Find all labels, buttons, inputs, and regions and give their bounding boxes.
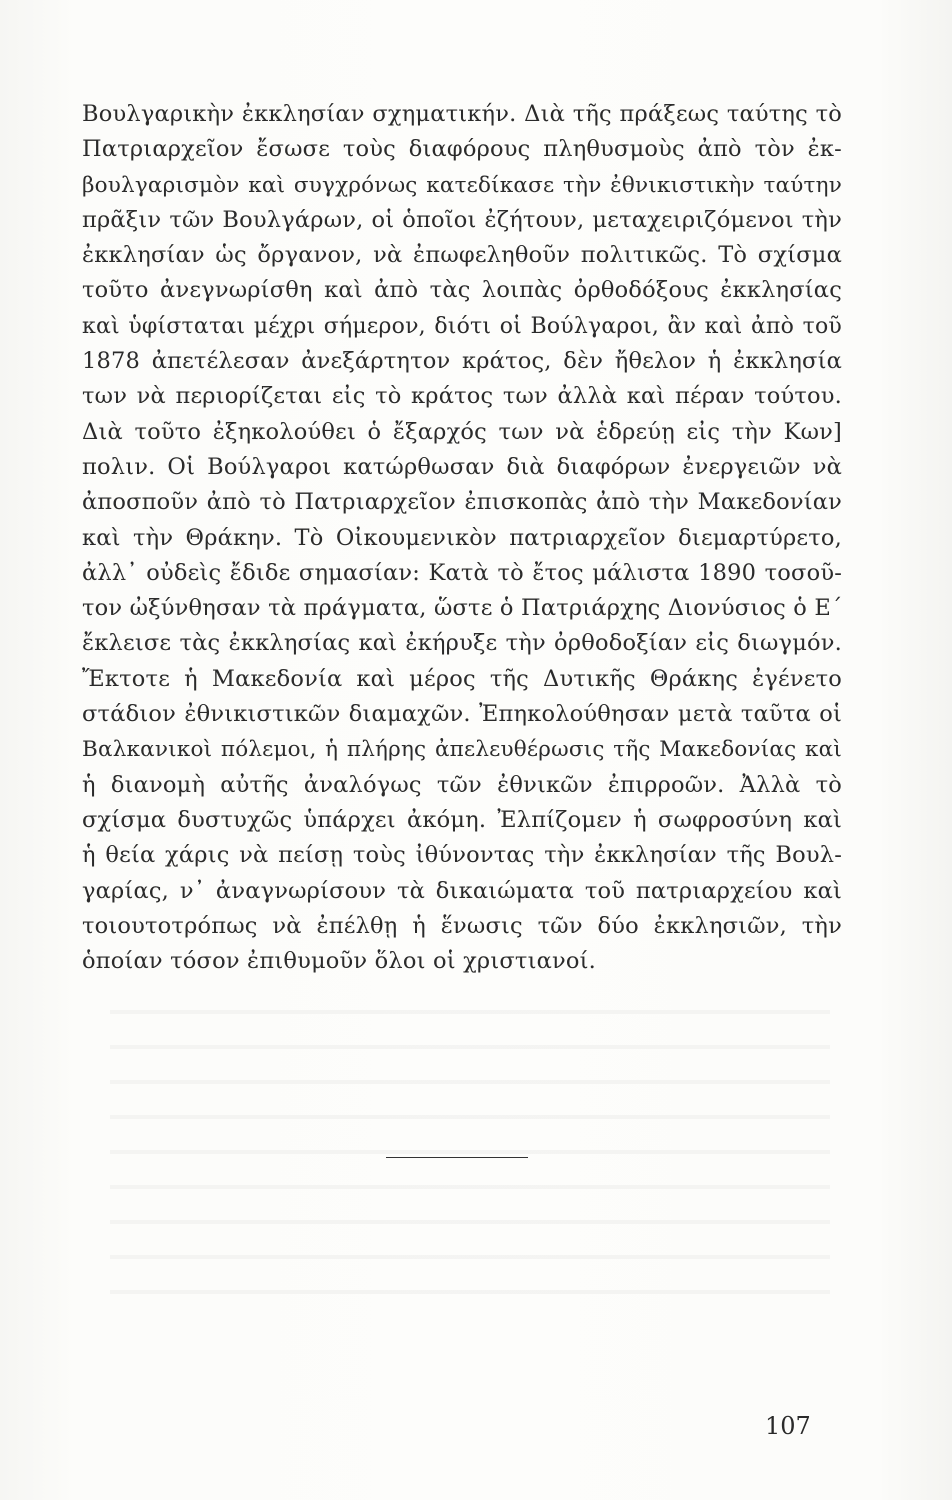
text-line: πρᾶξιν τῶν Βουλγάρων, οἱ ὁποῖοι ἐζήτουν, μεταχειριζόμενοι τὴν bbox=[82, 206, 842, 233]
text-line: των νὰ περιορίζεται εἰς τὸ κράτος των ἀλλὰ καὶ πέραν τούτου. bbox=[82, 383, 842, 410]
show-through-text bbox=[110, 990, 830, 1310]
text-line: ἀποσποῦν ἀπὸ τὸ Πατριαρχεῖον ἐπισκοπὰς ἀπὸ τὴν Μακεδονίαν bbox=[82, 489, 842, 516]
text-line: τον ὠξύνθησαν τὰ πράγματα, ὥστε ὁ Πατριάρχης Διονύσιος ὁ Ε΄ bbox=[82, 595, 843, 622]
text-line: καὶ τὴν Θράκην. Τὸ Οἰκουμενικὸν πατριαρχεῖον διεμαρτύρετο, bbox=[82, 524, 842, 551]
text-line: βουλγαρισμὸν καὶ συγχρόνως κατεδίκασε τὴν ἐθνικιστικὴν ταύτην bbox=[82, 172, 842, 198]
text-line: γαρίας, ν᾽ ἀναγνωρίσουν τὰ δικαιώματα τοῦ πατριαρχείου καὶ bbox=[82, 877, 842, 904]
text-line: τοῦτο ἀνεγνωρίσθη καὶ ἀπὸ τὰς λοιπὰς ὀρθοδόξους ἐκκλησίας bbox=[82, 277, 842, 304]
text-line: Ἔκτοτε ἡ Μακεδονία καὶ μέρος τῆς Δυτικῆς Θράκης ἐγένετο bbox=[82, 665, 842, 692]
text-line: 1878 ἀπετέλεσαν ἀνεξάρτητον κράτος, δὲν ἤθελον ἡ ἐκκλησία bbox=[82, 348, 842, 375]
text-line: Διὰ τοῦτο ἐξηκολούθει ὁ ἔξαρχός των νὰ ἑδρεύῃ εἰς τὴν Κων] bbox=[82, 418, 842, 445]
text-line: ἔκλεισε τὰς ἐκκλησίας καὶ ἐκήρυξε τὴν ὀρθοδοξίαν εἰς διωγμόν. bbox=[82, 630, 842, 657]
body-text bbox=[82, 97, 842, 979]
text-line: σχίσμα δυστυχῶς ὑπάρχει ἀκόμη. Ἐλπίζομεν ἡ σωφροσύνη καὶ bbox=[82, 806, 842, 833]
text-line: ὁποίαν τόσον ἐπιθυμοῦν ὅλοι οἱ χριστιανοί. bbox=[82, 948, 596, 975]
text-line: στάδιον ἐθνικιστικῶν διαμαχῶν. Ἐπηκολούθησαν μετὰ ταῦτα οἱ bbox=[82, 701, 842, 728]
text-line: Πατριαρχεῖον ἔσωσε τοὺς διαφόρους πληθυσμοὺς ἀπὸ τὸν ἐκ- bbox=[82, 136, 842, 163]
text-line: πολιν. Οἱ Βούλγαροι κατώρθωσαν διὰ διαφόρων ἐνεργειῶν νὰ bbox=[82, 453, 842, 480]
text-line: ἡ διανομὴ αὐτῆς ἀναλόγως τῶν ἐθνικῶν ἐπιρροῶν. Ἀλλὰ τὸ bbox=[82, 771, 842, 798]
text-line: Βαλκανικοὶ πόλεμοι, ἡ πλήρης ἀπελευθέρωσις τῆς Μακεδονίας καὶ bbox=[82, 737, 842, 763]
footnote-separator bbox=[386, 1157, 528, 1158]
text-line: Βουλγαρικὴν ἐκκλησίαν σχηματικήν. Διὰ τῆς πράξεως ταύτης τὸ bbox=[82, 101, 842, 127]
text-line: ἡ θεία χάρις νὰ πείσῃ τοὺς ἰθύνοντας τὴν ἐκκλησίαν τῆς Βουλ- bbox=[82, 842, 842, 869]
page-number: 107 bbox=[765, 1412, 811, 1440]
text-line: ἐκκλησίαν ὡς ὄργανον, νὰ ἐπωφεληθοῦν πολιτικῶς. Τὸ σχίσμα bbox=[82, 242, 842, 269]
text-line: τοιουτοτρόπως νὰ ἐπέλθῃ ἡ ἕνωσις τῶν δύο ἐκκλησιῶν, τὴν bbox=[82, 912, 842, 939]
text-line: καὶ ὑφίσταται μέχρι σήμερον, διότι οἱ Βούλγαροι, ἂν καὶ ἀπὸ τοῦ bbox=[82, 313, 842, 339]
text-line: ἀλλ᾽ οὐδεὶς ἔδιδε σημασίαν: Κατὰ τὸ ἔτος μάλιστα 1890 τοσοῦ- bbox=[82, 559, 842, 586]
